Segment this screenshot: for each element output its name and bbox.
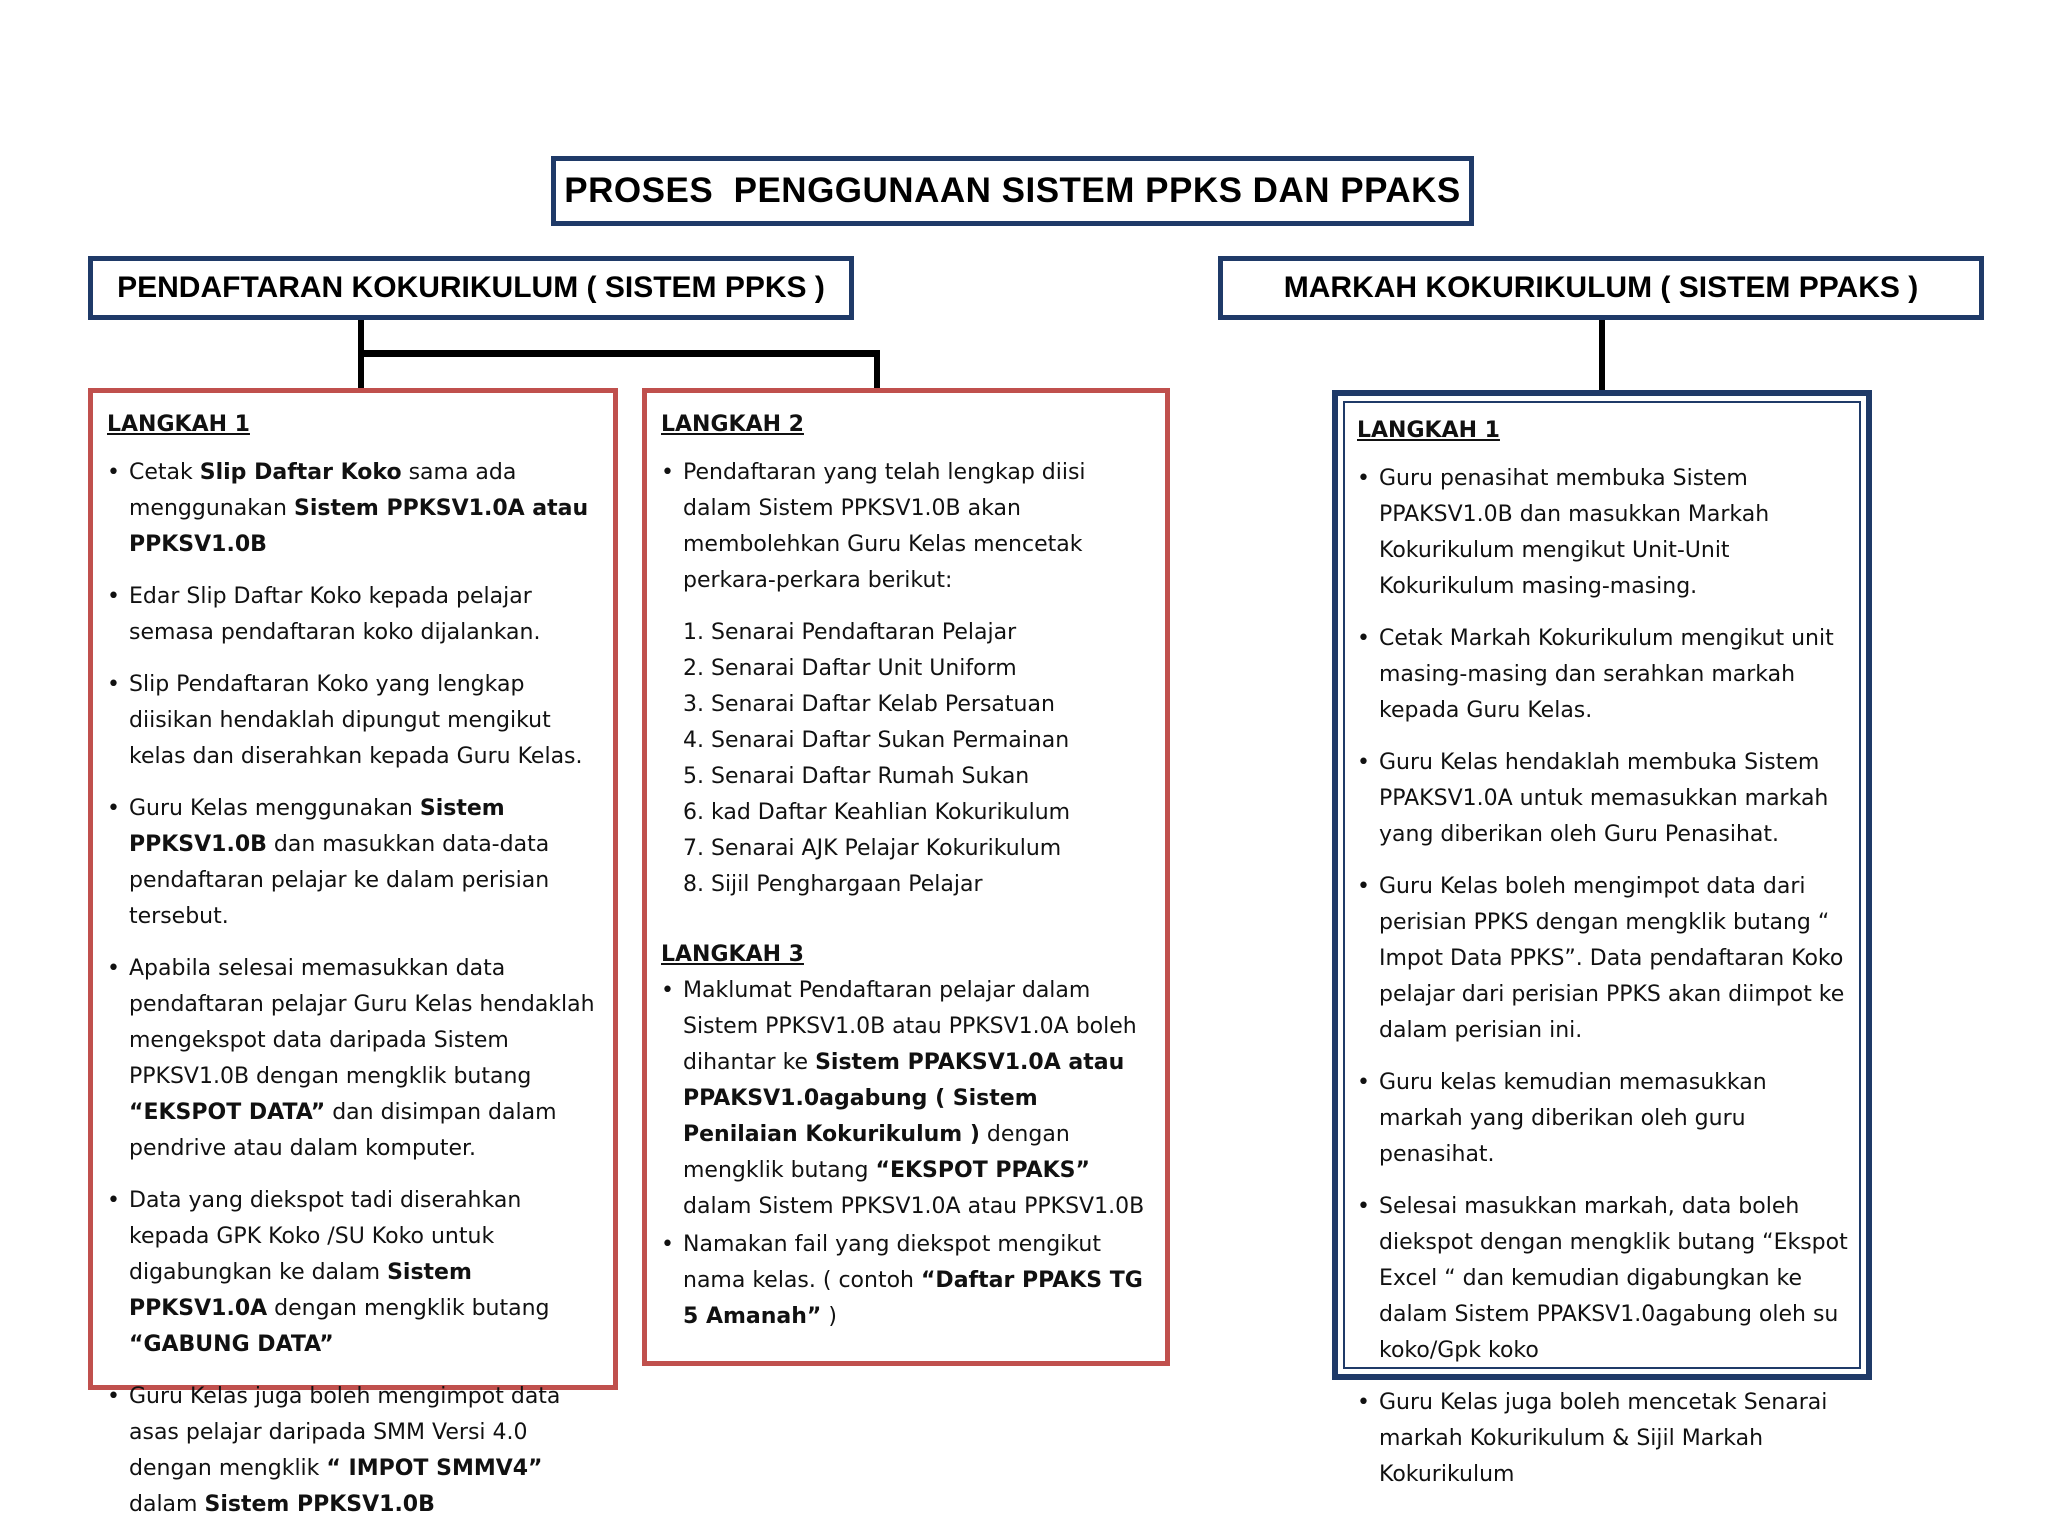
- ppaks-step1-heading: LANGKAH 1: [1357, 418, 1500, 443]
- ppks-step2-box: [642, 388, 1170, 1366]
- ppks-step2-item: 6. kad Daftar Keahlian Kokurikulum: [683, 800, 1071, 825]
- ppks-step1-bullet-4: • Guru Kelas menggunakan Sistem PPKSV1.0B dan masukkan data-data pendaftaran pelajar ke dalam perisian tersebut.: [107, 791, 599, 935]
- ppaks-step1-bullet-6: • Selesai masukkan markah, data boleh diekspot dengan mengklik butang “Ekspot Excel “ dan kemudian digabungkan ke dalam Sistem PPAKSV1.0agabung oleh su koko/Gpk koko: [1357, 1189, 1853, 1369]
- connector-right-vertical: [1599, 320, 1605, 390]
- ppaks-step1-bullet-4: • Guru Kelas boleh mengimpot data dari perisian PPKS dengan mengklik butang “ Impot Data PPKS”. Data pendaftaran Koko pelajar dari perisian PPKS akan diimpot ke dalam perisian ini.: [1357, 869, 1853, 1049]
- ppaks-step1-bullet-5: • Guru kelas kemudian memasukkan markah yang diberikan oleh guru penasihat.: [1357, 1065, 1853, 1173]
- ppks-step3-heading: LANGKAH 3: [661, 942, 804, 967]
- ppks-step2-item: 5. Senarai Daftar Rumah Sukan: [683, 764, 1030, 789]
- ppks-step1-bullet-2: • Edar Slip Daftar Koko kepada pelajar semasa pendaftaran koko dijalankan.: [107, 579, 599, 651]
- ppks-step1-bullet-3: • Slip Pendaftaran Koko yang lengkap diisikan hendaklah dipungut mengikut kelas dan diserahkan kepada Guru Kelas.: [107, 667, 599, 775]
- ppaks-step1-inner-frame: [1343, 401, 1861, 1487]
- ppks-step3-bullet-1: • Maklumat Pendaftaran pelajar dalam Sistem PPKSV1.0B atau PPKSV1.0A boleh dihantar ke Sistem PPAKSV1.0A atau PPAKSV1.0agabung ( Sistem Penilaian Kokurikulum ) dengan mengklik butang “EKSPOT PPAKS” dalam Sistem PPKSV1.0A atau PPKSV1.0B: [661, 973, 1151, 1225]
- ppks-step2-item: 1. Senarai Pendaftaran Pelajar: [683, 620, 1017, 645]
- ppaks-step1-bullet-3: • Guru Kelas hendaklah membuka Sistem PPAKSV1.0A untuk memasukkan markah yang diberikan oleh Guru Penasihat.: [1357, 745, 1853, 853]
- ppks-step1-bullet-7: • Guru Kelas juga boleh mengimpot data asas pelajar daripada SMM Versi 4.0 dengan mengklik “ IMPOT SMMV4” dalam Sistem PPKSV1.0B: [107, 1379, 599, 1523]
- ppks-step1-box: [88, 388, 618, 1517]
- ppks-step1-bullet-1: • Cetak Slip Daftar Koko sama ada menggunakan Sistem PPKSV1.0A atau PPKSV1.0B: [107, 455, 599, 563]
- page-title: [551, 156, 1474, 226]
- ppks-step2-item: 8. Sijil Penghargaan Pelajar: [683, 872, 983, 897]
- connector-left-horizontal: [358, 350, 880, 357]
- ppks-step2-heading: LANGKAH 2: [661, 412, 804, 437]
- ppks-step2-print-list: [661, 615, 1151, 903]
- ppks-step2-item: 7. Senarai AJK Pelajar Kokurikulum: [683, 836, 1062, 861]
- ppaks-section-header: [1218, 256, 1984, 320]
- connector-step2-vertical: [874, 350, 880, 388]
- ppaks-section-header-text: MARKAH KOKURIKULUM ( SISTEM PPAKS ): [1283, 271, 1919, 304]
- ppaks-step1-box: [1332, 390, 1872, 1487]
- ppaks-step1-bullet-2: • Cetak Markah Kokurikulum mengikut unit masing-masing dan serahkan markah kepada Guru Kelas.: [1357, 621, 1853, 729]
- ppks-section-header: [88, 256, 854, 320]
- ppks-step3-bullet-2: • Namakan fail yang diekspot mengikut nama kelas. ( contoh “Daftar PPAKS TG 5 Amanah” ): [661, 1227, 1151, 1335]
- ppks-section-header-text: PENDAFTARAN KOKURIKULUM ( SISTEM PPKS ): [117, 271, 825, 304]
- page-title-text: PROSES PENGGUNAAN SISTEM PPKS DAN PPAKS: [564, 171, 1461, 210]
- ppks-step1-bullet-6: • Data yang diekspot tadi diserahkan kepada GPK Koko /SU Koko untuk digabungkan ke dalam Sistem PPKSV1.0A dengan mengklik butang “GABUNG DATA”: [107, 1183, 599, 1363]
- ppks-step2-item: 4. Senarai Daftar Sukan Permainan: [683, 728, 1070, 753]
- ppks-step1-heading: LANGKAH 1: [107, 412, 250, 437]
- ppaks-step1-bullet-7: • Guru Kelas juga boleh mencetak Senarai markah Kokurikulum & Sijil Markah Kokurikulum: [1357, 1385, 1853, 1493]
- ppaks-step1-bullet-1: • Guru penasihat membuka Sistem PPAKSV1.0B dan masukkan Markah Kokurikulum mengikut Unit-Unit Kokurikulum masing-masing.: [1357, 461, 1853, 605]
- ppks-step2-intro: • Pendaftaran yang telah lengkap diisi dalam Sistem PPKSV1.0B akan membolehkan Guru Kelas mencetak perkara-perkara berikut:: [661, 455, 1151, 599]
- ppks-step2-item: 3. Senarai Daftar Kelab Persatuan: [683, 692, 1055, 717]
- ppks-step1-bullet-5: • Apabila selesai memasukkan data pendaftaran pelajar Guru Kelas hendaklah mengekspot data daripada Sistem PPKSV1.0B dengan mengklik butang “EKSPOT DATA” dan disimpan dalam pendrive atau dalam komputer.: [107, 951, 599, 1167]
- ppks-step2-item: 2. Senarai Daftar Unit Uniform: [683, 656, 1017, 681]
